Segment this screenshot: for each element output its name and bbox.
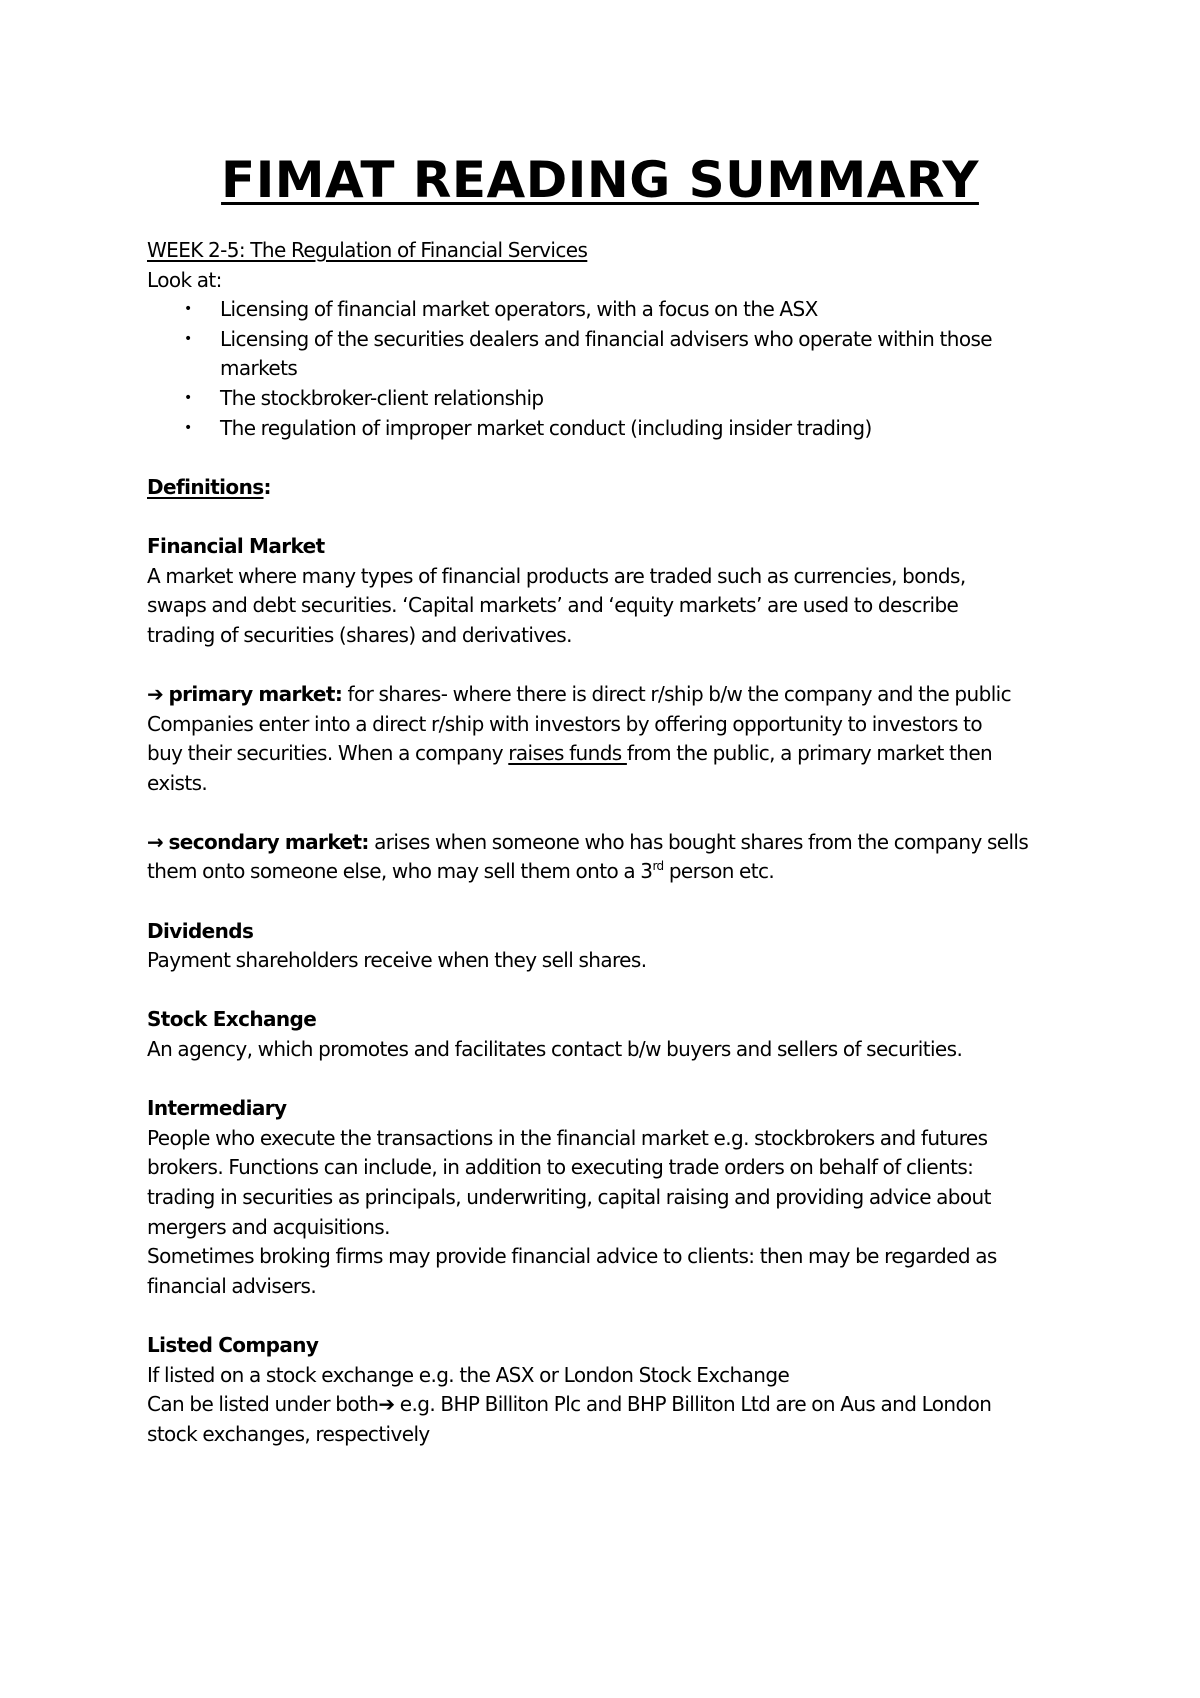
definitions-colon: :	[263, 474, 271, 499]
arrow-right-icon: ➔	[147, 681, 164, 706]
list-item-text: Licensing of the securities dealers and financial advisers who operate within those	[220, 326, 992, 351]
secondary-market-text-line	[147, 857, 1087, 887]
intermediary-text: brokers. Functions can include, in addition to executing trade orders on behalf of clients:	[147, 1155, 974, 1180]
raises-funds-emphasis: raises funds	[508, 741, 627, 766]
list-item-continuation	[147, 354, 1087, 384]
financial-market-heading: Financial Market	[147, 533, 325, 558]
secondary-market-text: arises when someone who has bought shares from the company sells	[368, 829, 1029, 854]
intermediary-text: Sometimes broking firms may provide financial advice to clients: then may be regarded as	[147, 1244, 997, 1269]
primary-market-text: from the public, a primary market then	[626, 741, 993, 766]
primary-market-label: primary market:	[168, 681, 343, 706]
definitions-heading-line	[147, 473, 1087, 503]
primary-market-text: buy their securities. When a company	[147, 741, 509, 766]
dividends-heading: Dividends	[147, 918, 254, 943]
financial-market-text: A market where many types of financial products are traded such as currencies, bonds,	[147, 563, 966, 588]
intermediary-text: trading in securities as principals, underwriting, capital raising and providing advice about	[147, 1185, 991, 1209]
spacer	[147, 502, 1087, 532]
secondary-market-text: person etc.	[663, 859, 775, 884]
document-body	[147, 236, 1087, 1449]
list-item-text: The regulation of improper market conduct (including insider trading)	[220, 415, 872, 440]
intermediary-text: financial advisers.	[147, 1273, 317, 1298]
bullet-icon: •	[184, 330, 192, 347]
dividends-text: Payment shareholders receive when they sell shares.	[147, 948, 647, 973]
financial-market-text: swaps and debt securities. ‘Capital markets’ and ‘equity markets’ are used to describe	[147, 593, 959, 618]
list-item	[147, 325, 1087, 355]
listed-company-text: e.g. BHP Billiton Plc and BHP Billiton Ltd are on Aus and London	[394, 1392, 992, 1417]
spacer	[147, 976, 1087, 1006]
primary-market-text: for shares- where there is direct r/ship b/w the company and the public	[342, 681, 1012, 706]
look-at-label: Look at:	[147, 267, 222, 292]
bullet-icon: •	[184, 301, 192, 318]
spacer	[147, 1065, 1087, 1095]
intermediary-text: mergers and acquisitions.	[147, 1214, 390, 1239]
listed-company-text: stock exchanges, respectively	[147, 1421, 430, 1446]
listed-company-text-line	[147, 1390, 1087, 1420]
document-title: FIMAT READING SUMMARY	[221, 151, 979, 209]
stock-exchange-text: An agency, which promotes and facilitates contact b/w buyers and sellers of securities.	[147, 1037, 963, 1062]
bullet-icon: •	[184, 419, 192, 436]
intermediary-text: People who execute the transactions in the financial market e.g. stockbrokers and futures	[147, 1125, 988, 1150]
spacer	[147, 650, 1087, 680]
spacer	[147, 798, 1087, 828]
listed-company-text: If listed on a stock exchange e.g. the ASX or London Stock Exchange	[147, 1362, 790, 1387]
secondary-market-text: them onto someone else, who may sell them onto a 3	[147, 859, 653, 884]
primary-market-line	[147, 680, 1087, 710]
list-item-text: markets	[220, 356, 298, 381]
spacer	[147, 443, 1087, 473]
list-item-text: The stockbroker-client relationship	[220, 385, 544, 410]
list-item-text: Licensing of financial market operators, with a focus on the ASX	[220, 297, 818, 322]
stock-exchange-heading: Stock Exchange	[147, 1007, 317, 1032]
arrow-right-icon: ➔	[378, 1392, 395, 1417]
listed-company-text: Can be listed under both	[147, 1392, 379, 1417]
primary-market-text: exists.	[147, 770, 208, 795]
list-item	[147, 414, 1087, 444]
intermediary-heading: Intermediary	[147, 1096, 287, 1121]
primary-market-text: Companies enter into a direct r/ship with investors by offering opportunity to investors to	[147, 711, 982, 736]
list-item	[147, 384, 1087, 414]
topic-list	[147, 295, 1087, 443]
financial-market-text: trading of securities (shares) and derivatives.	[147, 622, 572, 647]
primary-market-text-line	[147, 739, 1087, 769]
spacer	[147, 1301, 1087, 1331]
listed-company-heading: Listed Company	[147, 1332, 319, 1357]
arrow-right-icon: →	[147, 829, 164, 854]
list-item	[147, 295, 1087, 325]
ordinal-suffix: rd	[652, 859, 664, 874]
spacer	[147, 887, 1087, 917]
secondary-market-line	[147, 828, 1087, 858]
definitions-heading: Definitions	[147, 474, 264, 499]
secondary-market-label: secondary market:	[168, 829, 369, 854]
week-heading: WEEK 2-5: The Regulation of Financial Services	[147, 238, 588, 262]
bullet-icon: •	[184, 389, 192, 406]
